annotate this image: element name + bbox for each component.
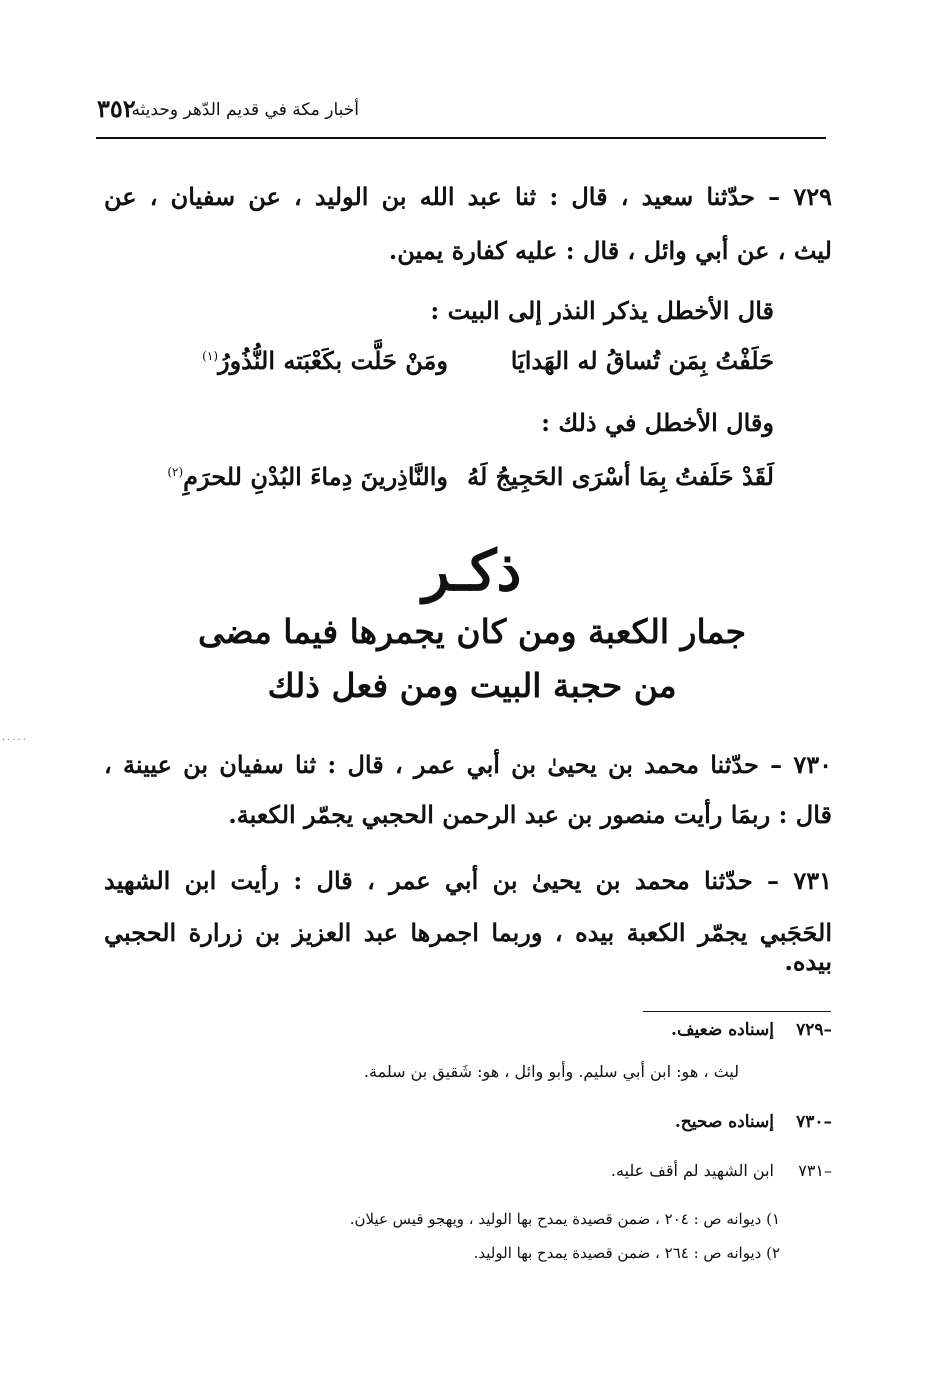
header-rule <box>96 137 826 139</box>
hadith-730-line2: قال : ربمَا رأيت منصور بن عبد الرحمن الحجبي يجمّر الكعبة. <box>228 800 832 829</box>
hadith-730-line1: ٧٣٠ – حدّثنا محمد بن يحيىٰ بن أبي عمر ، قال : ثنا سفيان بن عيينة ، <box>104 750 832 779</box>
section-title-line-2: من حجبة البيت ومن فعل ذلك <box>267 666 677 705</box>
verse-2-second-hemistich-text: والنَّاذِرينَ دِماءَ البُدْنِ للحرَمِ <box>183 462 448 491</box>
footnote-ref-1: (١) <box>202 349 218 363</box>
verse-2-second-hemistich <box>167 462 448 491</box>
margin-dots: ····· <box>2 735 28 746</box>
verse-1-second-hemistich-text: ومَنْ حَلَّت بكَعْبَته النُّذُورُ <box>218 346 448 375</box>
endnote-1: ١) ديوانه ص : ٢٠٤ ، ضمن قصيدة يمدح بها الوليد ، ويهجو قيس عيلان. <box>349 1210 780 1228</box>
hadith-729-line2: ليث ، عن أبي وائل ، قال : عليه كفارة يمين. <box>388 236 832 265</box>
footnote-rule <box>643 1011 831 1012</box>
running-title: أخبار مكة في قديم الدّهر وحديثه <box>131 100 359 120</box>
endnote-2: ٢) ديوانه ص : ٢٦٤ ، ضمن قصيدة يمدح بها الوليد. <box>473 1244 780 1262</box>
section-title-line-1: جمار الكعبة ومن كان يجمرها فيما مضى <box>197 612 747 651</box>
footnote-729-label: ٧٢٩– <box>796 1020 832 1040</box>
verse-1-first-hemistich: حَلَفْتُ بِمَن تُساقُ له الهَدايَا <box>510 346 774 375</box>
page-number: ٣٥٢ <box>97 94 136 123</box>
verse-2-first-hemistich: لَقَدْ حَلَفتُ بِمَا أسْرَى الحَجِيجُ لَهُ <box>467 462 774 491</box>
footnote-729-detail: ليث ، هو: ابن أبي سليم. وأبو وائل ، هو: شَقيق بن سلمة. <box>363 1062 739 1081</box>
footnote-730-text: إسناده صحيح. <box>674 1112 774 1132</box>
verse-1-second-hemistich <box>202 346 448 375</box>
footnote-729-text: إسناده ضعيف. <box>671 1020 774 1040</box>
hadith-731-line1: ٧٣١ – حدّثنا محمد بن يحيىٰ بن أبي عمر ، قال : رأيت ابن الشهيد <box>104 866 832 895</box>
section-heading-dhikr: ذكـر <box>422 538 522 604</box>
hadith-731-line2: الحَجَبي يجمّر الكعبة بيده ، وربما اجمرها عبد العزيز بن زرارة الحجبي بيده. <box>104 918 832 976</box>
footnote-ref-2: (٢) <box>167 465 184 479</box>
poem-intro-1: قال الأخطل يذكر النذر إلى البيت : <box>430 296 774 325</box>
hadith-729-line1: ٧٢٩ – حدّثنا سعيد ، قال : ثنا عبد الله بن الوليد ، عن سفيان ، عن <box>104 182 832 211</box>
footnote-731-text: ابن الشهيد لم أقف عليه. <box>610 1161 774 1180</box>
poem-intro-2: وقال الأخطل في ذلك : <box>541 408 774 437</box>
footnote-730-label: ٧٣٠– <box>796 1112 832 1132</box>
footnote-731-label: ٧٣١– <box>798 1161 832 1180</box>
